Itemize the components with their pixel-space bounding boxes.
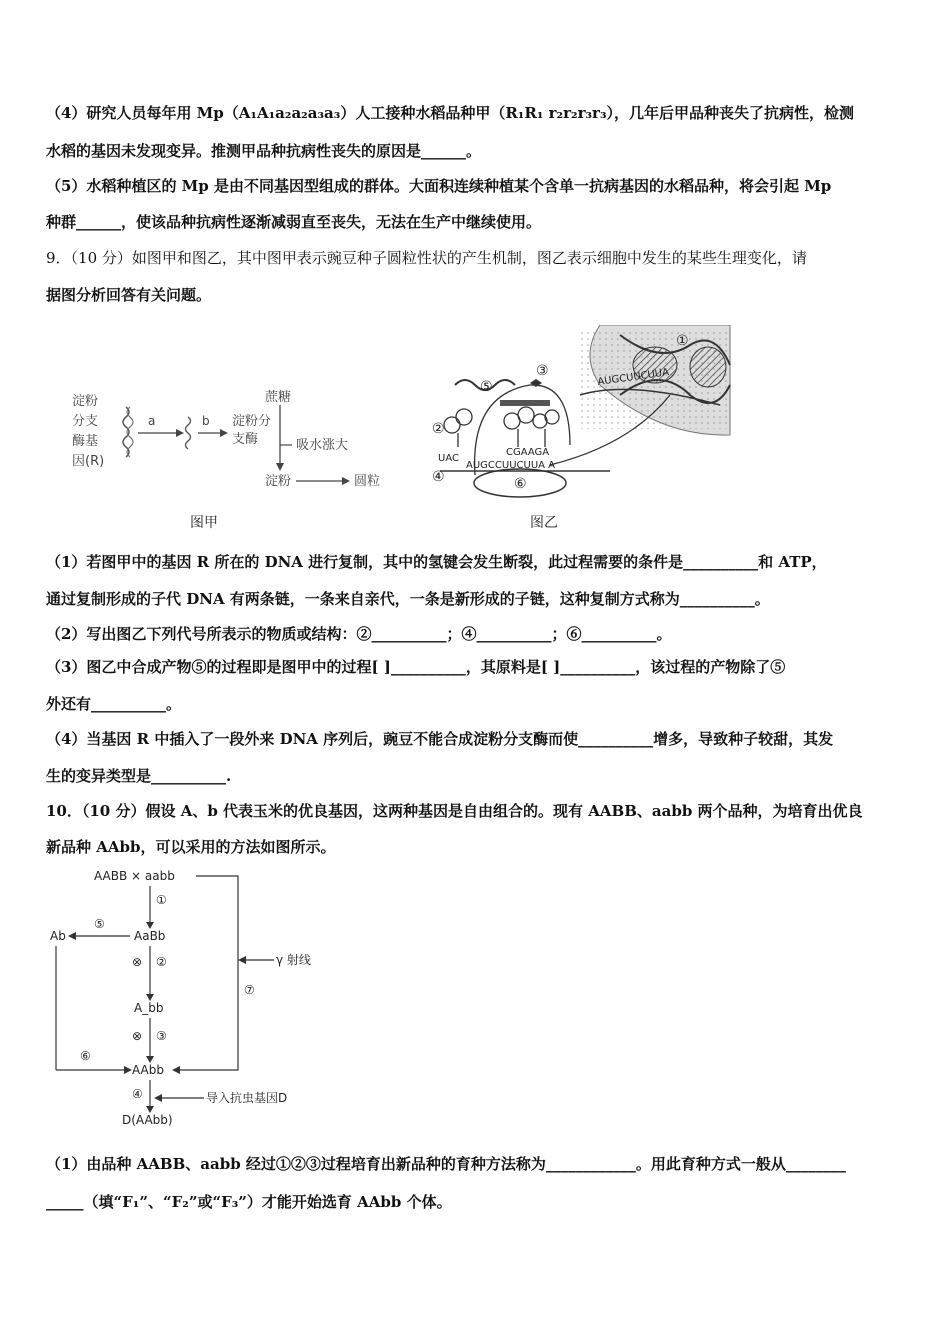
q9-sub3-line2: 外还有__________。 — [46, 695, 182, 713]
q10-sub1-line1: （1）由品种 AABB、aabb 经过①②③过程培育出新品种的育种方法称为____________。用此育种方式一般从________ — [46, 1155, 846, 1173]
anticodon-2: CGAAGA — [506, 447, 550, 458]
mark-2: ② — [432, 421, 445, 437]
cross-label: AABB × aabb — [94, 869, 175, 883]
mark-4: ④ — [432, 469, 445, 485]
q9-sub4-line1: （4）当基因 R 中插入了一段外来 DNA 序列后，豌豆不能合成淀粉分支酶而使__________增多，导致种子较甜，其发 — [46, 730, 834, 748]
step-3: ③ — [156, 1029, 167, 1043]
mark-1: ① — [676, 333, 689, 349]
target-label: AAbb — [132, 1063, 164, 1077]
abb-label: A_bb — [134, 1001, 164, 1015]
q8-part5-line1: （5）水稻种植区的 Mp 是由不同基因型组成的群体。大面积连续种植某个含单一抗病基因的水稻品种，将会引起 Mp — [46, 177, 832, 195]
q9-sub1-line2: 通过复制形成的子代 DNA 有两条链，一条来自亲代，一条是新形成的子链，这种复制方式称为__________。 — [46, 590, 770, 608]
gamma-label: γ 射线 — [276, 953, 311, 967]
figure-a — [60, 385, 400, 495]
step-2: ② — [156, 955, 167, 969]
figure-a-caption: 图甲 — [190, 515, 218, 531]
q10-intro-line2: 新品种 AAbb，可以采用的方法如图所示。 — [46, 838, 336, 856]
figure-b-caption: 图乙 — [530, 515, 558, 531]
step-4: ④ — [132, 1087, 143, 1101]
enzyme-label-2: 支酶 — [232, 432, 259, 447]
ab-label: Ab — [50, 929, 66, 943]
q9-intro-line1: 9．（10 分）如图甲和图乙，其中图甲表示豌豆种子圆粒性状的产生机制，图乙表示细胞中发生的某些生理变化，请 — [46, 249, 807, 267]
gene-label-4: 因(R) — [72, 454, 105, 469]
q9-sub4-line2: 生的变异类型是__________. — [46, 767, 232, 785]
step-a-label: a — [148, 414, 156, 428]
q9-sub2: （2）写出图乙下列代号所表示的物质或结构：②__________；④__________；⑥__________。 — [46, 625, 672, 643]
f1-label: AaBb — [134, 929, 166, 943]
starch-label: 淀粉 — [265, 474, 292, 489]
anticodon-1: UAC — [438, 453, 459, 464]
step-b-label: b — [202, 414, 210, 428]
step-1: ① — [156, 893, 167, 907]
self-cross-1: ⊗ — [132, 955, 143, 969]
mark-6: ⑥ — [514, 476, 527, 492]
round-label: 圆粒 — [354, 474, 381, 489]
absorb-label: 吸水涨大 — [296, 438, 349, 453]
gene-label-3: 酶基 — [72, 434, 99, 449]
sucrose-label: 蔗糖 — [265, 390, 292, 405]
enzyme-label-1: 淀粉分 — [232, 414, 272, 429]
q10-intro-line1: 10．（10 分）假设 A、b 代表玉米的优良基因，这两种基因是自由组合的。现有 AABB、aabb 两个品种，为培育出优良 — [46, 802, 863, 820]
gene-label-1: 淀粉 — [72, 394, 99, 409]
q9-sub1-line1: （1）若图甲中的基因 R 所在的 DNA 进行复制，其中的氢键会发生断裂，此过程需要的条件是__________和 ATP， — [46, 553, 827, 571]
q9-intro-line2: 据图分析回答有关问题。 — [46, 286, 212, 304]
mrna-sequence: AUGCCUUCUUA A — [466, 460, 555, 471]
step-5: ⑤ — [94, 917, 105, 931]
q8-part4-line2: 水稻的基因未发现变异。推测甲品种抗病性丧失的原因是______。 — [46, 142, 482, 160]
mark-3: ③ — [536, 363, 549, 379]
q10-sub1-line2: _____（填“F₁”、“F₂”或“F₃”）才能开始选育 AAbb 个体。 — [46, 1193, 452, 1211]
trna-icons — [444, 407, 559, 447]
gene-label-2: 分支 — [72, 414, 99, 429]
breeding-diagram — [46, 862, 346, 1132]
self-cross-2: ⊗ — [132, 1029, 143, 1043]
d-result-label: D(AAbb) — [122, 1113, 173, 1127]
figure-b — [430, 325, 735, 505]
dna-coil-icon-2 — [127, 407, 133, 457]
step-7: ⑦ — [244, 983, 255, 997]
mrna-squiggle-icon — [186, 417, 191, 449]
q8-part4-line1: （4）研究人员每年用 Mp（A₁A₁a₂a₂a₃a₃）人工接种水稻品种甲（R₁R₁ r₂r₂r₃r₃），几年后甲品种丧失了抗病性，检测 — [46, 104, 855, 122]
top-sequence: AUGCUUCUUA — [596, 367, 670, 388]
q9-sub3-line1: （3）图乙中合成产物⑤的过程即是图甲中的过程[ ]__________，其原料是[ ]__________，该过程的产物除了⑤ — [46, 658, 786, 676]
mark-5: ⑤ — [480, 379, 493, 395]
insert-label: 导入抗虫基因D — [206, 1091, 288, 1105]
q8-part5-line2: 种群______，使该品种抗病性逐渐减弱直至丧失，无法在生产中继续使用。 — [46, 213, 542, 231]
step-6: ⑥ — [80, 1049, 91, 1063]
